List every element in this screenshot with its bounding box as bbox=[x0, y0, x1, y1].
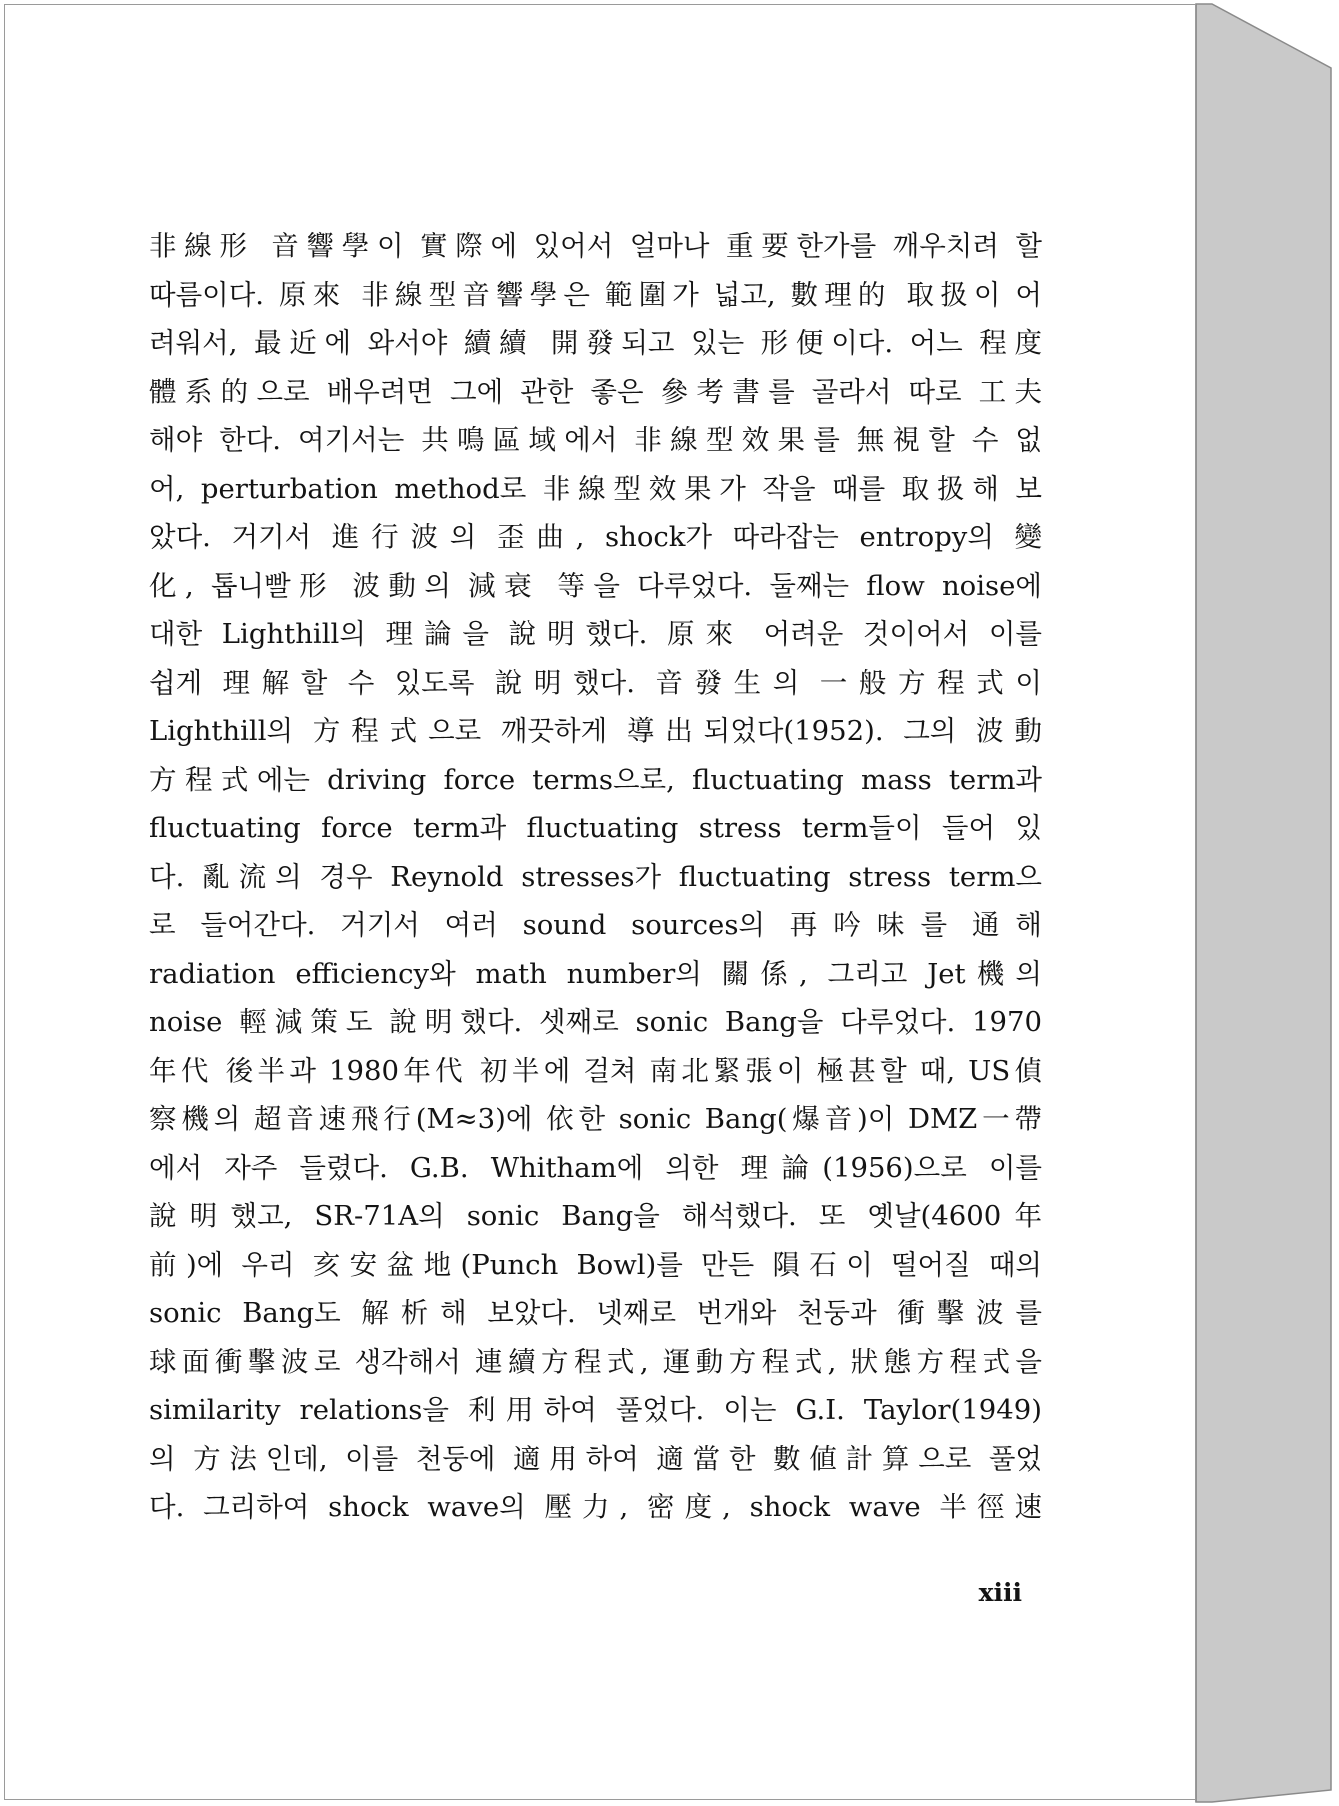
text-line: 球面衝擊波로 생각해서 連續方程式, 運動方程式, 狀態方程式을 bbox=[149, 1345, 1042, 1378]
text-line: 대한 Lighthill의 理論을 說明했다. 原來 어려운 것이어서 이를 bbox=[149, 618, 1042, 650]
text-line: Lighthill의 方程式으로 깨끗하게 導出되었다(1952). 그의 波動 bbox=[149, 715, 1042, 747]
text-line: sonic Bang도 解析해 보았다. 넷째로 번개와 천둥과 衝擊波를 bbox=[149, 1297, 1042, 1329]
text-line: 說明했고, SR-71A의 sonic Bang을 해석했다. 또 옛날(4600年 bbox=[149, 1200, 1042, 1232]
text-line: 다. 亂流의 경우 Reynold stresses가 fluctuating stress term으 bbox=[149, 860, 1042, 893]
text-line: 方程式에는 driving force terms으로, fluctuating mass term과 bbox=[149, 763, 1042, 796]
text-line: 다. 그리하여 shock wave의 壓力, 密度, shock wave 半徑速 bbox=[149, 1491, 1042, 1523]
text-line: 前)에 우리 亥安盆地(Punch Bowl)를 만든 隕石이 떨어질 때의 bbox=[149, 1248, 1042, 1281]
text-line: 年代 後半과 1980年代 初半에 걸쳐 南北緊張이 極甚할 때, US偵 bbox=[149, 1054, 1042, 1087]
text-line: 해야 한다. 여기서는 共鳴區域에서 非線型效果를 無視할 수 없 bbox=[149, 424, 1042, 456]
body-text bbox=[149, 222, 1042, 1532]
text-line: 았다. 거기서 進行波의 歪曲, shock가 따라잡는 entropy의 變 bbox=[149, 521, 1042, 553]
text-line: 어, perturbation method로 非線型效果가 작을 때를 取扱해 보 bbox=[149, 472, 1042, 505]
text-line: 察機의 超音速飛行(M≈3)에 依한 sonic Bang(爆音)이 DMZ一帶 bbox=[149, 1103, 1042, 1135]
text-line: radiation efficiency와 math number의 關係, 그리고 Jet機의 bbox=[149, 957, 1042, 990]
text-line: noise 輕減策도 說明했다. 셋째로 sonic Bang을 다루었다. 1970 bbox=[149, 1006, 1042, 1038]
text-line: 따름이다. 原來 非線型音響學은 範圍가 넓고, 數理的 取扱이 어 bbox=[149, 278, 1042, 311]
page-number: xiii bbox=[978, 1578, 1022, 1607]
text-line: 로 들어간다. 거기서 여러 sound sources의 再吟味를 通해 bbox=[149, 909, 1042, 941]
text-line: 體系的으로 배우려면 그에 관한 좋은 參考書를 골라서 따로 工夫 bbox=[149, 375, 1042, 408]
text-line: 쉽게 理解할 수 있도록 說明했다. 音發生의 一般方程式이 bbox=[149, 666, 1042, 699]
text-line: 非線形 音響學이 實際에 있어서 얼마나 重要한가를 깨우치려 할 bbox=[149, 230, 1042, 262]
text-line: similarity relations을 利用하여 풀었다. 이는 G.I. Taylor(1949) bbox=[149, 1394, 1042, 1426]
text-line: 에서 자주 들렸다. G.B. Whitham에 의한 理論(1956)으로 이를 bbox=[149, 1151, 1042, 1184]
text-line: 의 方法인데, 이를 천둥에 適用하여 適當한 數値計算으로 풀었 bbox=[149, 1442, 1042, 1475]
text-line: 化, 톱니빨形 波動의 減衰 等을 다루었다. 둘째는 flow noise에 bbox=[149, 569, 1042, 602]
text-line: 려워서, 最近에 와서야 續續 開發되고 있는 形便이다. 어느 程度 bbox=[149, 327, 1042, 359]
text-line: fluctuating force term과 fluctuating stress term들이 들어 있 bbox=[149, 812, 1042, 844]
